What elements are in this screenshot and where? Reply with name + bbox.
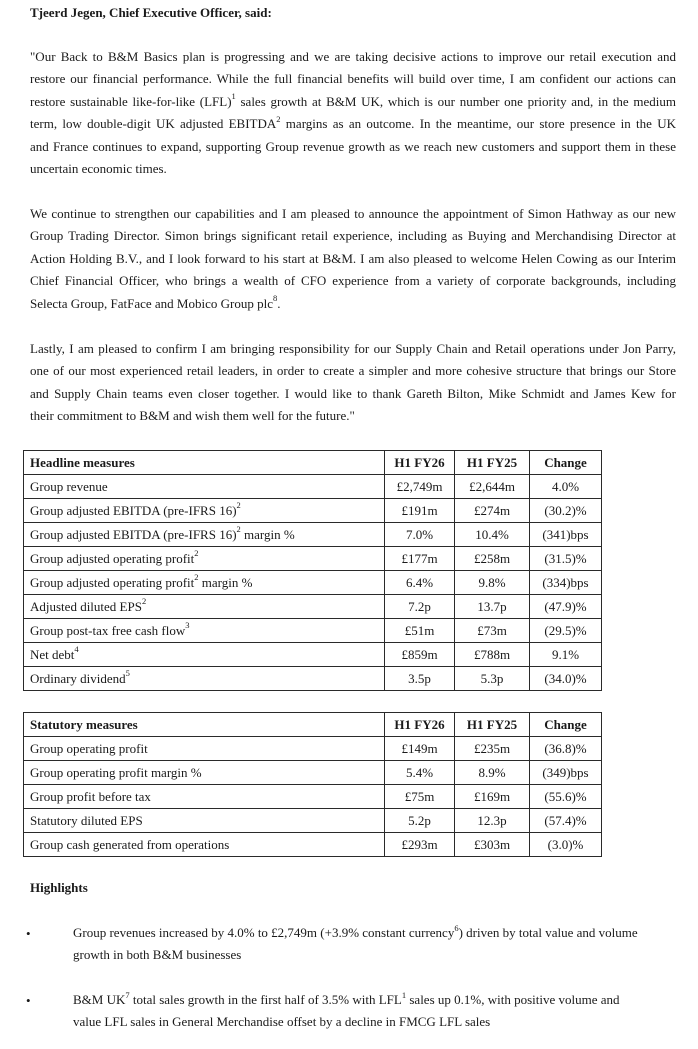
value-h1fy26: £859m xyxy=(385,643,455,667)
highlight-item xyxy=(73,922,693,967)
table-header-row xyxy=(24,713,602,737)
text-line: one of our most experienced retail leaders, in order to create a simpler and more cohesive structure that brings our Store xyxy=(30,363,676,379)
table-row xyxy=(24,595,602,619)
text-line: Selecta Group, FatFace and Mobico Group plc$^8$. xyxy=(30,293,281,311)
value-h1fy26: £293m xyxy=(385,833,455,857)
value-change: (334)bps xyxy=(530,571,602,595)
value-h1fy26: 6.4% xyxy=(385,571,455,595)
value-change: (57.4)% xyxy=(530,809,602,833)
table-row xyxy=(24,619,602,643)
value-h1fy25: 5.3p xyxy=(455,667,530,691)
value-h1fy25: £258m xyxy=(455,547,530,571)
measure-label: Group adjusted EBITDA (pre-IFRS 16)$^2$ margin % xyxy=(24,523,385,547)
footnote-marker: 2 xyxy=(194,572,199,583)
footnote-marker: 2 xyxy=(236,524,241,535)
bullet-icon: • xyxy=(26,926,31,941)
text-line: We continue to strengthen our capabilities and I am pleased to announce the appointment of Simon Hathway as our new xyxy=(30,206,676,221)
measure-label: Group cash generated from operations xyxy=(24,833,385,857)
table-row xyxy=(24,571,602,595)
ceo-quote-heading: Tjeerd Jegen, Chief Executive Officer, said: xyxy=(30,5,272,20)
quote-paragraph-1 xyxy=(30,46,676,180)
header-h1fy25: H1 FY25 xyxy=(455,713,530,737)
measure-label: Group operating profit margin % xyxy=(24,761,385,785)
footnote-marker: 1 xyxy=(401,989,407,1000)
table-row xyxy=(24,547,602,571)
value-change: (341)bps xyxy=(530,523,602,547)
measure-label: Net debt$^4$ xyxy=(24,643,385,667)
footnote-marker: 4 xyxy=(74,644,79,655)
value-h1fy25: £169m xyxy=(455,785,530,809)
value-h1fy26: 7.0% xyxy=(385,523,455,547)
value-change: (47.9)% xyxy=(530,595,602,619)
value-h1fy26: £149m xyxy=(385,737,455,761)
measure-label: Group adjusted operating profit$^2$ margin % xyxy=(24,571,385,595)
value-change: (29.5)% xyxy=(530,619,602,643)
value-change: 4.0% xyxy=(530,475,602,499)
text-line: Group revenues increased by 4.0% to £2,749m (+3.9% constant currency$^6$) driven by total value and volume xyxy=(73,922,638,940)
table-row xyxy=(24,643,602,667)
value-h1fy26: £2,749m xyxy=(385,475,455,499)
header-h1fy26: H1 FY26 xyxy=(385,713,455,737)
footnote-marker: 5 xyxy=(125,668,130,679)
text-line: and Supply Chain teams even closer together. I would like to thank Gareth Bilton, Mike Schmidt and James Kew for xyxy=(30,385,676,401)
text-line: restore sustainable like-for-like (LFL)$^1$ sales growth at B&M UK, which is our number one priority and, in the medium xyxy=(30,91,676,109)
quote-paragraph-2 xyxy=(30,203,676,315)
footnote-marker: 7 xyxy=(125,989,130,1000)
footnote-marker: 2 xyxy=(194,548,199,559)
table-row xyxy=(24,761,602,785)
footnote-marker: 2 xyxy=(141,596,147,607)
text-line: their commitment to B&M and wish them well for the future." xyxy=(30,408,355,424)
text-line: "Our Back to B&M Basics plan is progressing and we are taking decisive actions to improve our retail execution and xyxy=(30,49,676,64)
table-row xyxy=(24,809,602,833)
value-h1fy26: £177m xyxy=(385,547,455,571)
text-line: Lastly, I am pleased to confirm I am bringing responsibility for our Supply Chain and Retail operations under Jon Parry, xyxy=(30,341,676,356)
text-line: term, low double-digit UK adjusted EBITDA$^2$ margins as an outcome. In the meantime, our store presence in the UK xyxy=(30,113,676,132)
value-h1fy26: £191m xyxy=(385,499,455,523)
value-h1fy26: 3.5p xyxy=(385,667,455,691)
header-h1fy25: H1 FY25 xyxy=(455,451,530,475)
text-line: uncertain economic times. xyxy=(30,161,167,177)
measure-label: Group revenue xyxy=(24,475,385,499)
value-h1fy25: £303m xyxy=(455,833,530,857)
quote-paragraph-3 xyxy=(30,338,676,428)
bullet-icon: • xyxy=(26,993,31,1008)
value-h1fy25: £788m xyxy=(455,643,530,667)
value-change: (31.5)% xyxy=(530,547,602,571)
footnote-marker: 3 xyxy=(185,620,190,631)
measure-label: Group adjusted EBITDA (pre-IFRS 16)$^2$ xyxy=(24,499,385,523)
table-row xyxy=(24,785,602,809)
value-change: (36.8)% xyxy=(530,737,602,761)
value-h1fy26: £51m xyxy=(385,619,455,643)
footnote-marker: 2 xyxy=(276,113,281,124)
value-h1fy26: 7.2p xyxy=(385,595,455,619)
measure-label: Statutory diluted EPS xyxy=(24,809,385,833)
table-row xyxy=(24,667,602,691)
value-h1fy25: £2,644m xyxy=(455,475,530,499)
statutory-measures-table xyxy=(23,712,602,857)
text-line: B&M $UK^7$ total sales growth in the first half of 3.5% with LFL$^1$ sales up 0.1%, with positive volume and xyxy=(73,989,620,1007)
value-h1fy26: 5.4% xyxy=(385,761,455,785)
value-h1fy25: £274m xyxy=(455,499,530,523)
highlight-item xyxy=(73,989,693,1034)
header-h1fy26: H1 FY26 xyxy=(385,451,455,475)
table-row xyxy=(24,833,602,857)
value-h1fy25: £73m xyxy=(455,619,530,643)
header-measure: Headline measures xyxy=(24,451,385,475)
table-row xyxy=(24,523,602,547)
measure-label: Ordinary dividend$^5$ xyxy=(24,667,385,691)
table-header-row xyxy=(24,451,602,475)
value-change: 9.1% xyxy=(530,643,602,667)
text-line: and France continues to expand, supporting Group revenue growth as we reach new customers and support them in these xyxy=(30,138,676,154)
value-change: (349)bps xyxy=(530,761,602,785)
text-line: growth in both B&M businesses xyxy=(73,947,242,963)
measure-label: Group operating profit xyxy=(24,737,385,761)
header-change: Change xyxy=(530,451,602,475)
value-h1fy26: £75m xyxy=(385,785,455,809)
value-change: (3.0)% xyxy=(530,833,602,857)
table-row xyxy=(24,499,602,523)
text-line: value LFL sales in General Merchandise offset by a decline in FMCG LFL sales xyxy=(73,1014,491,1030)
value-change: (30.2)% xyxy=(530,499,602,523)
measure-label: Adjusted diluted EPS$^2$ xyxy=(24,595,385,619)
measure-label: Group adjusted operating profit$^2$ xyxy=(24,547,385,571)
value-h1fy25: 9.8% xyxy=(455,571,530,595)
footnote-marker: 1 xyxy=(231,91,236,102)
value-h1fy25: 13.7p xyxy=(455,595,530,619)
header-change: Change xyxy=(530,713,602,737)
footnote-marker: 2 xyxy=(236,500,241,511)
measure-label: Group profit before tax xyxy=(24,785,385,809)
value-h1fy25: 10.4% xyxy=(455,523,530,547)
text-line: Action Holding B.V., and I look forward to his start at B&M. I am also pleased to welcome Helen Cowing as our Interim xyxy=(30,250,676,266)
header-measure: Statutory measures xyxy=(24,713,385,737)
highlights-title: Highlights xyxy=(30,880,88,895)
headline-measures-table xyxy=(23,450,602,691)
measure-label: Group post-tax free cash flow$^3$ xyxy=(24,619,385,643)
table-row xyxy=(24,737,602,761)
value-h1fy26: 5.2p xyxy=(385,809,455,833)
value-change: (55.6)% xyxy=(530,785,602,809)
value-change: (34.0)% xyxy=(530,667,602,691)
text-line: Group Trading Director. Simon brings significant retail experience, including as Buying and Merchandising Director at xyxy=(30,228,676,244)
value-h1fy25: 12.3p xyxy=(455,809,530,833)
footnote-marker: 6 xyxy=(454,922,459,933)
text-line: Chief Financial Officer, who brings a wealth of CFO experience from a variety of corporate backgrounds, including xyxy=(30,273,676,289)
value-h1fy25: 8.9% xyxy=(455,761,530,785)
value-h1fy25: £235m xyxy=(455,737,530,761)
text-line: restore our financial performance. While the full financial benefits will build over time, I am confident our actions can xyxy=(30,71,676,87)
table-row xyxy=(24,475,602,499)
footnote-marker: 8 xyxy=(272,293,278,304)
